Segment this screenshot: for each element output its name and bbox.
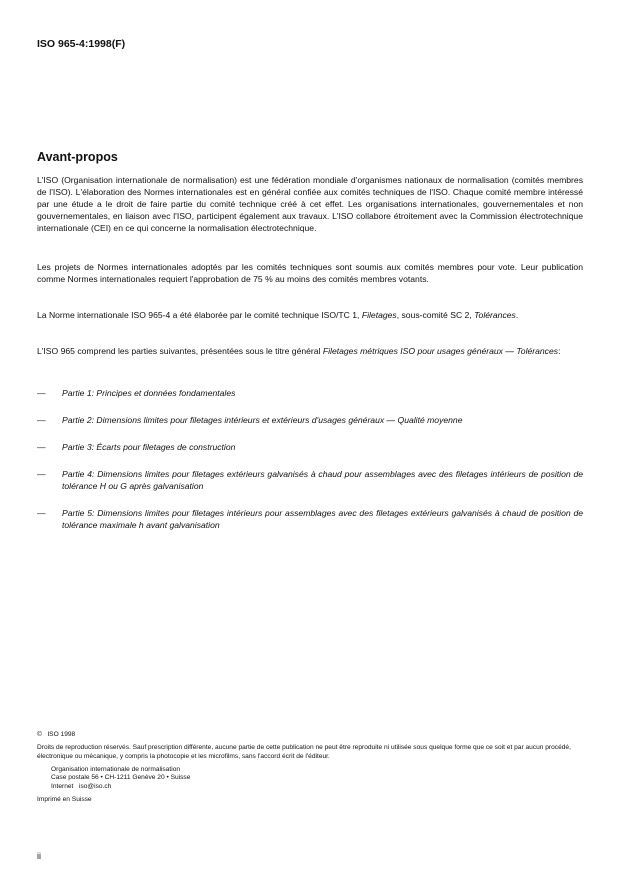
text: . xyxy=(515,310,519,320)
part-title: Partie 4: Dimensions limites pour filetages extérieurs galvanisés à chaud pour assemblages avec des filetages intérieurs de position de tolérance H ou G après galvanisation xyxy=(62,469,583,491)
text: La Norme internationale ISO 965-4 a été élaborée par le comité technique ISO/TC 1, xyxy=(37,310,362,320)
text: L'ISO 965 comprend les parties suivantes, présentées sous le titre général xyxy=(37,346,323,356)
page-number: ii xyxy=(37,851,41,861)
list-item xyxy=(37,388,583,400)
dash: — xyxy=(37,388,46,398)
organisation-name: Organisation internationale de normalisation xyxy=(51,766,181,773)
part-title: Partie 5: Dimensions limites pour filetages intérieurs pour assemblages avec des filetages extérieurs galvanisés à chaud de position de tolérance maximale h avant galvanisation xyxy=(62,508,583,530)
section-title: Avant-propos xyxy=(37,150,118,164)
part-title: Partie 3: Écarts pour filetages de construction xyxy=(62,442,236,452)
foreword-paragraph-4 xyxy=(37,346,583,358)
internet-contact xyxy=(37,783,597,792)
dash: — xyxy=(37,469,46,479)
list-item xyxy=(37,508,583,532)
text: : xyxy=(558,346,561,356)
list-item xyxy=(37,442,583,454)
postal-address: Case postale 56 • CH-1211 Genève 20 • Suisse xyxy=(51,774,191,781)
list-item xyxy=(37,415,583,427)
printed-in: Imprimé en Suisse xyxy=(37,796,92,803)
foreword-paragraph-3 xyxy=(37,310,583,322)
rights-notice: Droits de reproduction réservés. Sauf prescription différente, aucune partie de cette publication ne peut être reproduite ni utilisée sous quelque forme que ce soit et par aucun procédé, électronique ou mécanique, y compris la photocopie et les microfilms, sans l'accord écrit de l'éditeur. xyxy=(37,744,571,760)
general-title: Filetages métriques ISO pour usages généraux — Tolérances xyxy=(322,346,559,356)
foreword-paragraph-1: L'ISO (Organisation internationale de normalisation) est une fédération mondiale d'organismes nationaux de normalisation (comités membres de l'ISO). L'élaboration des Normes internationales est en général confiée aux comités techniques de l'ISO. Chaque comité membre intéressé par une étude a le droit de faire partie du comité technique créé à cet effet. Les organisations internationales, gouvernementales et non gouvernementales, en liaison avec l'ISO, participent également aux travaux. L'ISO collabore étroitement avec la Commission électrotechnique internationale (CEI) en ce qui concerne la normalisation électrotechnique. xyxy=(37,175,583,233)
part-title: Partie 2: Dimensions limites pour filetages intérieurs et extérieurs d'usages généraux — Qualité moyenne xyxy=(62,415,463,425)
part-title: Partie 1: Principes et données fondamentales xyxy=(62,388,236,398)
list-item xyxy=(37,469,583,493)
email-link[interactable]: iso@iso.ch xyxy=(79,783,112,790)
foreword-paragraph-2: Les projets de Normes internationales adoptés par les comités techniques sont soumis aux comités membres pour vote. Leur publication comme Normes internationales requiert l'approbation de 75 % au moins des comités membres votants. xyxy=(37,262,583,284)
dash: — xyxy=(37,508,46,518)
dash: — xyxy=(37,415,46,425)
text: , sous-comité SC 2, xyxy=(396,310,475,320)
copyright: © ISO 1998 xyxy=(37,731,76,738)
subcommittee-name: Tolérances xyxy=(474,310,516,320)
internet-label: Internet xyxy=(51,783,74,790)
committee-name: Filetages xyxy=(361,310,397,320)
document-id-header: ISO 965-4:1998(F) xyxy=(37,38,126,50)
dash: — xyxy=(37,442,46,452)
